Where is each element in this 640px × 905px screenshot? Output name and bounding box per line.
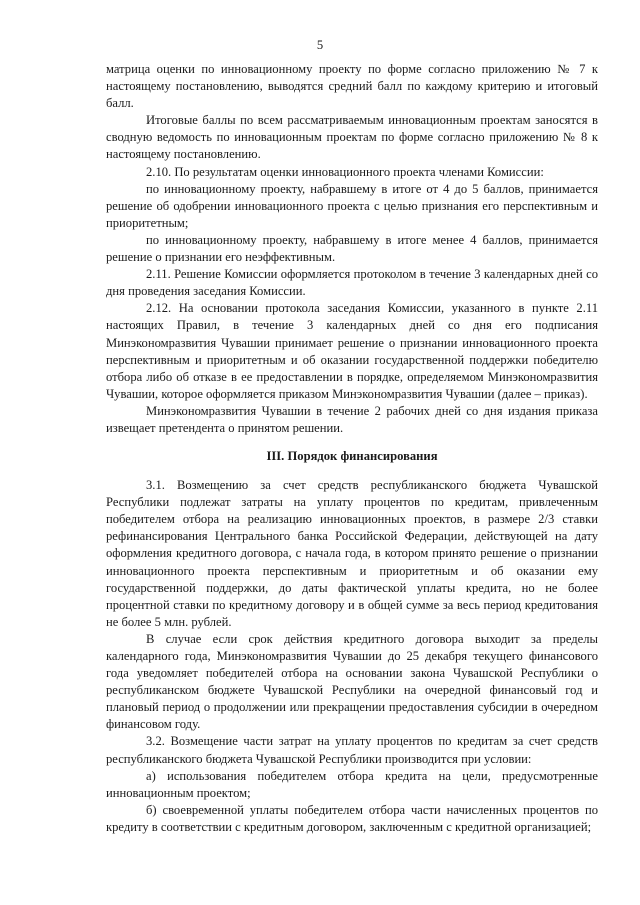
paragraph: по инновационному проекту, набравшему в итоге от 4 до 5 баллов, принимается решение об одобрении инновационного проекта с целью признания его перспективным и приоритетным; — [106, 181, 598, 230]
paragraph: 2.10. По результатам оценки инновационного проекта членами Комиссии: — [146, 164, 544, 179]
paragraph: по инновационному проекту, набравшему в итоге менее 4 баллов, принимается решение о признании его неэффективным. — [106, 232, 598, 265]
paragraph: 3.1. Возмещению за счет средств республиканского бюджета Чувашской Республики подлежат затраты на уплату процентов по кредитам, привлеченным победителем отбора на реализацию инновационных проектов, в размере 2/3 ставки рефинансирования Центрального банка Российской Федерации, действующей на дату оформления кредитного договора, с начала года, в котором принято решение о признании инновационного проекта перспективным и приоритетным и об оказании ему государственной поддержки, до даты фактической уплаты кредита, но не более процентной ставки по кредитному договору и в общей сумме за весь период кредитования не более 5 млн. рублей. — [106, 478, 598, 629]
paragraph: Минэкономразвития Чувашии в течение 2 рабочих дней со дня издания приказа извещает претендента о принятом решении. — [106, 403, 598, 435]
document-body — [106, 61, 598, 836]
paragraph: 2.11. Решение Комиссии оформляется протоколом в течение 3 календарных дней со дня проведения заседания Комиссии. — [106, 267, 598, 299]
paragraph: Итоговые баллы по всем рассматриваемым инновационным проектам заносятся в сводную ведомость по инновационным проектам по форме согласно приложению № 8 к настоящему постановлению. — [106, 113, 598, 162]
paragraph: а) использования победителем отбора кредита на цели, предусмотренные инновационным проектом; — [106, 768, 598, 800]
paragraph: 3.2. Возмещение части затрат на уплату процентов по кредитам за счет средств республиканского бюджета Чувашской Республики производится при условии: — [106, 734, 598, 766]
section-heading: III. Порядок финансирования — [266, 449, 438, 464]
paragraph: б) своевременной уплаты победителем отбора части начисленных процентов по кредиту в соответствии с кредитным договором, заключенным с кредитной организацией; — [106, 802, 598, 834]
page-number: 5 — [316, 38, 324, 52]
paragraph: 2.12. На основании протокола заседания Комиссии, указанного в пункте 2.11 настоящих Правил, в течение 3 календарных дней со дня его подписания Минэкономразвития Чувашии принимает решение о признании инновационного проекта перспективным и приоритетным и об оказании государственной поддержки победителю отбора либо об отказе в ее предоставлении в порядке, определяемом Минэкономразвития Чувашии, которое оформляется приказом Минэкономразвития Чувашии (далее – приказ). — [106, 301, 598, 401]
paragraph: матрица оценки по инновационному проекту по форме согласно приложению № 7 к настоящему постановлению, выводятся средний балл по каждому критерию и итоговый балл. — [106, 62, 598, 111]
paragraph: В случае если срок действия кредитного договора выходит за пределы календарного года, Минэкономразвития Чувашии до 25 декабря текущего финансового года уведомляет победителей отбора на основании закона Чувашской Республики о республиканском бюджете Чувашской Республики на очередной финансовый год и плановый период о продолжении или прекращении предоставления субсидии в очередном финансовом году. — [106, 631, 598, 732]
